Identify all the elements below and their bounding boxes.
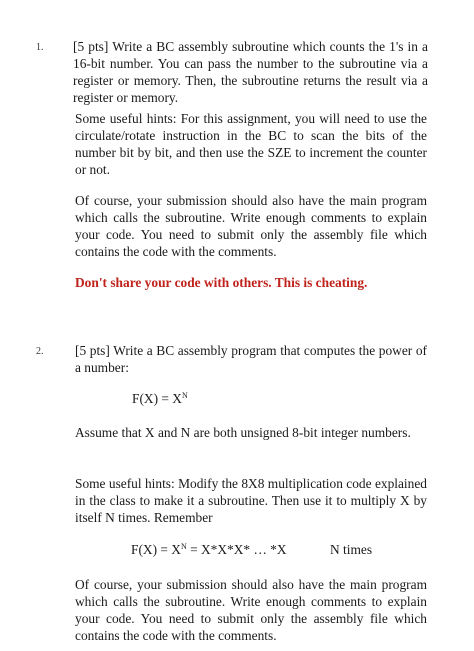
question-2-intro: [5 pts] Write a BC assembly program that computes the power of a number: bbox=[75, 343, 427, 375]
question-1-submission: Of course, your submission should also have the main program which calls the subroutine. Write enough comments to explain your code. You need to submit only the assembly file which contains the code with the comments. bbox=[75, 193, 427, 259]
question-2-number: 2. bbox=[36, 346, 44, 357]
expanded-power-formula bbox=[131, 541, 287, 558]
question-1-warning: Don't share your code with others. This is cheating. bbox=[75, 275, 368, 290]
question-1-intro: [5 pts] Write a BC assembly subroutine which counts the 1's in a 16-bit number. You can pass the number to the subroutine via a register or memory. Then, the subroutine returns the result via a register or memory. bbox=[73, 39, 428, 105]
question-2-submission: Of course, your submission should also have the main program which calls the subroutine. Write enough comments to explain your code. You need to submit only the assembly file which contains the code with the comments. bbox=[75, 577, 427, 643]
question-1-hints: Some useful hints: For this assignment, you will need to use the circulate/rotate instruction in the BC to scan the bits of the number bit by bit, and then use the SZE to increment the counter or not. bbox=[75, 111, 427, 177]
expanded-formula-exponent: N bbox=[180, 542, 187, 551]
expanded-formula-note: N times bbox=[330, 542, 373, 557]
power-formula-base: F(X) = X bbox=[132, 391, 182, 406]
power-formula-exponent: N bbox=[181, 391, 188, 400]
question-2-assumption: Assume that X and N are both unsigned 8-bit integer numbers. bbox=[75, 425, 411, 440]
expanded-formula-product: = X*X*X* … *X bbox=[186, 542, 287, 557]
question-2-hints: Some useful hints: Modify the 8X8 multiplication code explained in the class to make it a subroutine. Then use it to multiply X by itself N times. Remember bbox=[75, 476, 427, 525]
expanded-formula-base: F(X) = X bbox=[131, 542, 181, 557]
power-formula bbox=[132, 390, 188, 407]
question-1-number: 1. bbox=[36, 42, 44, 53]
